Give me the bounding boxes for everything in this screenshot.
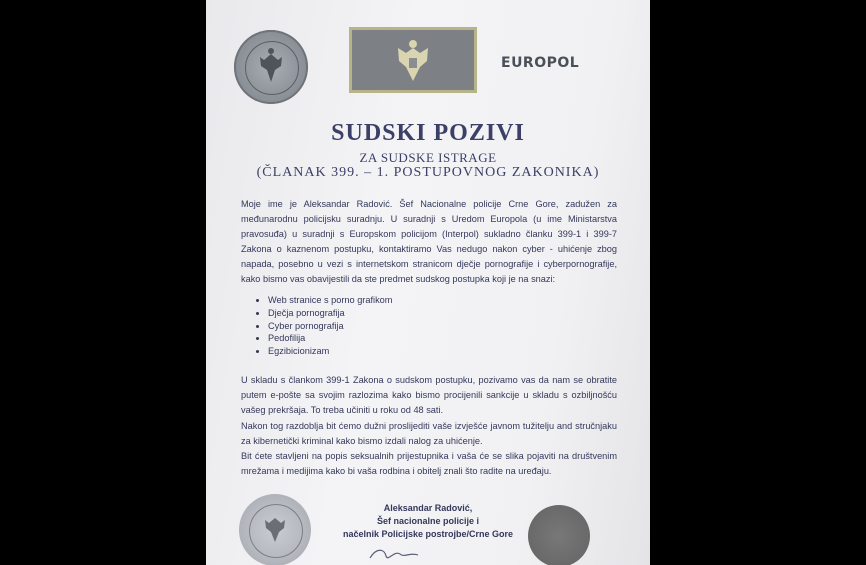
police-seal-icon — [239, 494, 311, 565]
intro-paragraph: Moje ime je Aleksandar Radović. Šef Nacionalne policije Crne Gore, zadužen za međunarodnu policijsku suradnju. U suradnji s Uredom Europola (u ime Ministarstva pravosuđa) u suradnji s Europskom policijom (Interpol) sukladno članku 399-1 i 399-7 Zakona o kaznenom postupku, kontaktiramo Vas nedugo nakon cyber - uhićenje zbog napada, posebno u vezi s internetskom stranicom dječje pornografije i cyberpornografije, kako bismo vas obavijestili da ste predmet sudskog postupka koji je na snazi: — [241, 199, 617, 284]
signature-name: Aleksandar Radović, — [383, 503, 473, 513]
document-page — [206, 0, 650, 565]
police-seal-icon — [234, 30, 308, 104]
list-item: • Egzibicionizam — [268, 345, 392, 358]
montenegro-flag-icon — [349, 27, 477, 93]
europol-logo: EUROPOL — [501, 55, 580, 71]
document-title: SUDSKI POZIVI — [331, 120, 525, 146]
list-item: • Pedofilija — [268, 332, 392, 345]
signature-title: Šef nacionalne policije i — [376, 516, 480, 526]
deadline-paragraph: Nakon tog razdoblja bit ćemo dužni proslijediti vaše izvješće javnom tužitelju and stručnjaku za kibernetički kriminal kako bismo izdali nalog za uhićenje. — [241, 421, 617, 446]
list-item: • Cyber pornografija — [268, 320, 392, 333]
article-reference: (ČLANAK 399. – 1. POSTUPOVNOG ZAKONIKA) — [256, 165, 600, 180]
document-subtitle: ZA SUDSKE ISTRAGE — [359, 150, 497, 165]
round-stamp-icon — [528, 505, 590, 565]
handwritten-signature-icon — [366, 544, 426, 565]
consequence-paragraph: Bit ćete stavljeni na popis seksualnih prijestupnika i vaša će se slika pojaviti na društvenim mrežama i medijima kako bi vaša rodbina i obitelj znali što radite na uređaju. — [241, 451, 617, 476]
list-item: • Dječja pornografija — [268, 307, 392, 320]
list-item: • Web stranice s porno grafikom — [268, 294, 392, 307]
signature-unit: načelnik Policijske postrojbe/Crne Gore — [342, 529, 514, 539]
contact-paragraph: U skladu s člankom 399-1 Zakona o sudskom postupku, pozivamo vas da nam se obratite putem e-pošte sa svojim razlozima kako bismo procijenili sankcije u skladu s ozbiljnošću vašeg prekršaja. To treba učiniti u roku od 48 sati. — [241, 375, 617, 415]
crime-list — [254, 294, 392, 358]
